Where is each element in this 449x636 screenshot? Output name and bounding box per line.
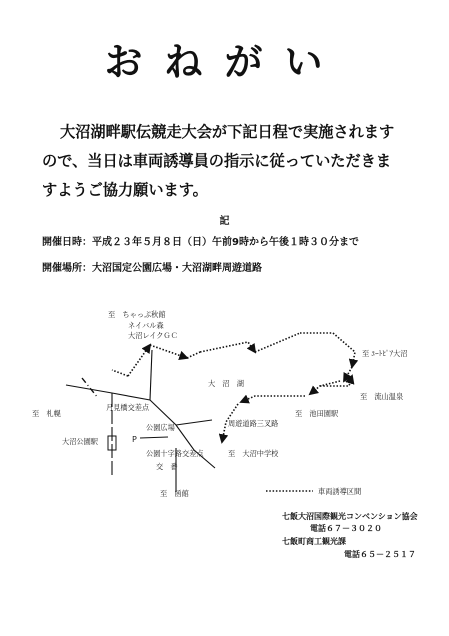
route-seg-8	[310, 381, 340, 394]
to-ikedaen-label: 至 池田園駅	[295, 409, 339, 418]
onuma-koen-eki-label: 大沼公園駅	[62, 437, 98, 446]
route-seg-1	[128, 345, 150, 376]
to-hakodate-label: 至 函館	[160, 489, 189, 498]
route-seg-2	[150, 345, 187, 358]
tsukimibashi-label: 月見橋交差点	[106, 403, 150, 412]
body-line-1: 大沼湖畔駅伝競走大会が下記日程で実施されます	[60, 123, 395, 141]
route-seg-4	[200, 342, 255, 352]
road-parking	[140, 437, 168, 438]
route-seg-5	[255, 333, 300, 352]
contact-tel-1: 電話６７－３０２０	[310, 524, 382, 533]
route-seg-3	[187, 352, 200, 358]
contact-org-2: 七飯町商工観光課	[282, 537, 346, 546]
koen-hiroba-label: 公園広場	[146, 423, 175, 432]
body-line-2: ので、当日は車両誘導員の指示に従っていただきま	[42, 152, 392, 170]
to-chappu-label-2: ネイバル森	[128, 321, 164, 330]
to-chugakko-label: 至 大沼中学校	[228, 449, 279, 458]
roads	[66, 350, 215, 492]
to-sapporo-label: 至 札幌	[32, 409, 61, 418]
ki-heading: 記	[219, 216, 230, 227]
route-seg-11	[320, 376, 352, 386]
legend-label: 車両誘導区間	[318, 487, 362, 496]
page-title: おねがい	[104, 40, 345, 84]
contact-org-1: 七飯大沼国際観光コンベンション協会	[282, 512, 418, 521]
to-chappu-label-1: 至 ちゃっぷ秋館	[108, 310, 166, 319]
koen-jujigai-label: 公園十字路交差点	[146, 449, 204, 458]
to-chappu-label-3: 大沼レイクＧＣ	[128, 331, 178, 340]
route-seg-6	[300, 333, 355, 367]
to-utopia-label: 至 ﾕｰﾄﾋﾟｱ大沼	[362, 349, 408, 358]
road-to-chappu	[150, 350, 152, 400]
contact-tel-2: 電話６５－２５１７	[344, 550, 416, 559]
koban-label: 交 番	[156, 462, 178, 471]
event-place: 開催場所：大沼国定公園広場・大沼湖畔周遊道路	[42, 263, 262, 274]
route-seg-12	[112, 370, 128, 376]
road-to-sanmata	[176, 420, 212, 425]
to-ruzan-label: 至 流山温泉	[360, 392, 404, 401]
route-seg-9	[241, 396, 305, 402]
lake-label: 大 沼 湖	[208, 379, 244, 388]
body-line-3: すようご協力願います。	[42, 181, 208, 199]
shuyu-sanmata-label: 周遊道路三叉路	[228, 419, 279, 428]
parking-label: P	[132, 435, 137, 444]
event-date: 開催日時：平成２３年５月８日（日）午前9時から午後１時３０分まで	[42, 237, 359, 248]
